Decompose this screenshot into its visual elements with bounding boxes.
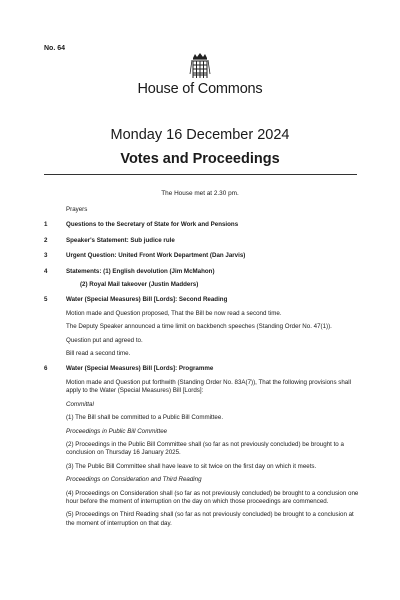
prayers-label: Prayers — [66, 206, 88, 213]
paragraph: Bill read a second time. — [66, 350, 131, 358]
item-heading: Questions to the Secretary of State for Work and Pensions — [66, 221, 239, 229]
title-divider — [44, 174, 357, 175]
item-number: 3 — [44, 252, 48, 260]
item-heading: Water (Special Measures) Bill [Lords]: Programme — [66, 365, 214, 373]
sitting-date: Monday 16 December 2024 — [110, 127, 290, 143]
paragraph: (1) The Bill shall be committed to a Public Bill Committee. — [66, 414, 224, 422]
item-number: 5 — [44, 296, 48, 304]
portcullis-crest-icon — [188, 52, 212, 82]
item-number: 1 — [44, 221, 48, 229]
document-title: Votes and Proceedings — [120, 151, 280, 167]
item-heading: Urgent Question: United Front Work Department (Dan Jarvis) — [66, 252, 246, 260]
item-3 — [44, 252, 360, 260]
paragraph: Motion made and Question proposed, That the Bill be now read a second time. — [66, 309, 282, 317]
paragraph: (3) The Public Bill Committee shall have leave to sit twice on the first day on which it meets. — [66, 462, 317, 470]
sitting-time: The House met at 2.30 pm. — [161, 190, 239, 197]
item-heading: Water (Special Measures) Bill [Lords]: Second Reading — [66, 296, 228, 304]
item-subheading: (2) Royal Mail takeover (Justin Madders) — [80, 281, 199, 289]
section-subheading: Committal — [66, 400, 94, 408]
paragraph: Motion made and Question put forthwith (Standing Order No. 83A(7)), That the following provisions shall apply to the Water (Special Measures) Bill [Lords]: — [66, 378, 352, 395]
item-1 — [44, 221, 360, 229]
house-name: House of Commons — [137, 81, 263, 97]
paragraph: (5) Proceedings on Third Reading shall (so far as not previously concluded) be brought to a conclusion at the moment of interruption on that day. — [66, 511, 354, 527]
item-heading: Statements: (1) English devolution (Jim McMahon) — [66, 267, 215, 275]
paragraph: (2) Proceedings in the Public Bill Committee shall (so far as not previously concluded) be brought to a conclusion on Thursday 16 January 2025. — [66, 440, 344, 457]
item-2 — [44, 237, 360, 245]
item-heading: Speaker's Statement: Sub judice rule — [66, 236, 175, 244]
item-5 — [44, 296, 360, 358]
paragraph: (4) Proceedings on Consideration shall (so far as not previously concluded) be brought to a conclusion one hour before the moment of interruption on the day on which those proceedings are commenced. — [66, 489, 359, 505]
section-subheading: Proceedings on Consideration and Third Reading — [66, 476, 202, 484]
item-6 — [44, 365, 360, 528]
item-number: 4 — [44, 267, 48, 275]
section-subheading: Proceedings in Public Bill Committee — [66, 427, 168, 435]
proceedings-body — [44, 206, 360, 535]
item-number: 6 — [44, 365, 48, 373]
document-number: No. 64 — [44, 45, 66, 52]
paragraph: Question put and agreed to. — [66, 336, 143, 344]
item-number: 2 — [44, 236, 48, 244]
item-4 — [44, 268, 360, 290]
paragraph: The Deputy Speaker announced a time limit on backbench speeches (Standing Order No. 47(1)). — [66, 323, 332, 331]
